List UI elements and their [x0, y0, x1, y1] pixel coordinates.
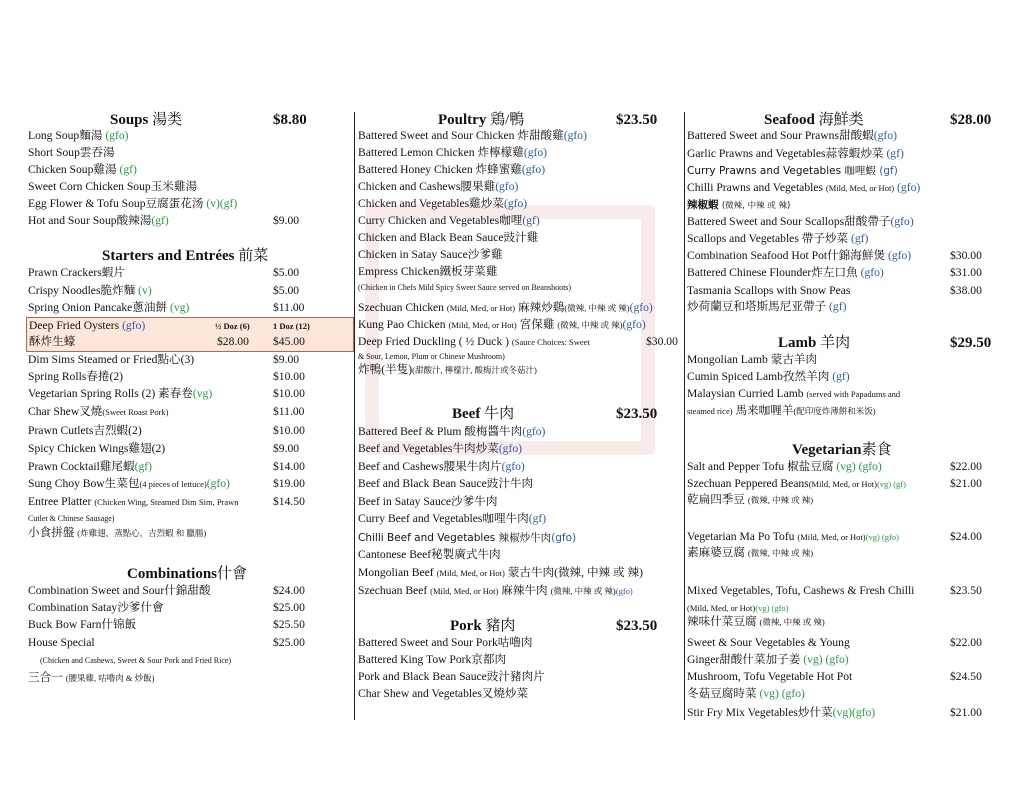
menu-item: Ginger甜酸什菜加子姜 (vg) (gfo): [687, 653, 849, 666]
item-price: $30.00: [950, 249, 982, 262]
menu-item: Vegetarian Spring Rolls (2) 素春卷(vg): [28, 387, 213, 400]
item-price: $22.00: [950, 636, 982, 649]
menu-item: Empress Chicken鐵板芽菜雞: [358, 265, 498, 278]
section-heading-vegetarian: Vegetarian素食: [792, 442, 892, 458]
item-price: $24.50: [950, 670, 982, 683]
item-price: $22.00: [950, 460, 982, 473]
menu-item-zh: 三合一 (腰果雞, 咕嚕肉 & 炒飯): [28, 671, 155, 684]
menu-item: Beef in Satay Sauce沙爹牛肉: [358, 495, 498, 508]
menu-item: Buck Bow Farn什锦飯: [28, 618, 137, 631]
menu-item: Malaysian Curried Lamb (served with Papadums and: [687, 387, 901, 400]
menu-item: Hot and Sour Soup酸辣湯(gf): [28, 214, 169, 227]
section-heading-lamb: Lamb 羊肉: [778, 335, 851, 351]
menu-item-zh: 酥炸生蠔: [29, 335, 76, 348]
menu-item: Crispy Noodles脆炸麵 (v): [28, 284, 152, 297]
column-divider-left: [354, 112, 355, 720]
item-price: $10.00: [273, 424, 305, 437]
item-price: $10.00: [273, 370, 305, 383]
menu-item: Chicken and Vegetables雞炒菜(gfo): [358, 197, 528, 210]
menu-item: Vegetarian Ma Po Tofu (Mild, Med, or Hot)(vg) (gfo): [687, 530, 899, 543]
menu-item: Deep Fried Oysters (gfo): [29, 319, 146, 332]
item-price: $38.00: [950, 284, 982, 297]
item-price: $10.00: [273, 387, 305, 400]
menu-item: Chicken in Satay Sauce沙爹雞: [358, 248, 503, 261]
menu-item-note: & Sour, Lemon, Plum or Chinese Mushroom): [358, 352, 505, 361]
item-price: $28.00: [217, 335, 249, 348]
menu-item: Char Shew and Vegetables叉燒炒菜: [358, 687, 529, 700]
menu-item: Entree Platter (Chicken Wing, Steamed Dim Sim, Prawn: [28, 495, 239, 508]
menu-item: Curry Chicken and Vegetables咖哩(gf): [358, 214, 540, 227]
menu-item: Beef and Cashews腰果牛肉片(gfo): [358, 460, 525, 473]
item-price: $5.00: [273, 284, 300, 297]
section-heading-starters: Starters and Entrées 前菜: [102, 248, 269, 264]
menu-item-zh: 炸鴨(半隻)(甜酸汁, 檸檬汁, 酸梅汁或冬菇汁): [358, 363, 537, 376]
menu-item: Cantonese Beef秘製廣式牛肉: [358, 548, 501, 561]
menu-item: Szechuan Peppered Beans(Mild, Med, or Hot)(vg) (gf): [687, 477, 906, 490]
section-heading-pork: Pork 豬肉: [450, 618, 516, 634]
item-price: $21.00: [950, 477, 982, 490]
menu-item-zh: 小食拼盤 (炸雞翅，蒸點心，吉烈蝦 和 臘腸): [28, 526, 207, 539]
menu-item: Battered Beef & Plum 酸梅醬牛肉(gfo): [358, 425, 546, 438]
section-heading-soups: Soups 湯类: [110, 112, 183, 128]
item-price: $9.00: [273, 214, 300, 227]
item-price: $9.00: [273, 353, 300, 366]
section-price-soups: $8.80: [273, 112, 307, 128]
menu-item-zh: 辣椒蝦 (微辣, 中辣 或 辣): [687, 199, 791, 211]
menu-item: Prawn Cutlets吉烈蝦(2): [28, 424, 142, 437]
menu-item: Battered Sweet and Sour Prawns甜酸蝦(gfo): [687, 129, 897, 142]
menu-item: Sung Choy Bow生菜包(4 pieces of lettuce)(gfo): [28, 477, 230, 490]
item-price: $45.00: [273, 335, 305, 348]
menu-item: Szechuan Chicken (Mild, Med, or Hot) 麻辣炒鷄(微辣, 中辣 或 辣)(gfo): [358, 301, 653, 314]
section-heading-seafood: Seafood 海鮮类: [764, 112, 864, 128]
menu-item: Curry Beef and Vegetables咖哩牛肉(gf): [358, 512, 547, 525]
menu-item: Mongolian Beef (Mild, Med, or Hot) 蒙古牛肉(微辣, 中辣 或 辣): [358, 566, 643, 579]
menu-item: Spring Rolls春捲(2): [28, 370, 124, 383]
menu-item-zh: 素麻婆豆腐 (微辣, 中辣 或 辣): [687, 546, 814, 559]
menu-item-zh: 炒荷蘭豆和塔斯馬尼亚帶子 (gf): [687, 300, 847, 313]
oysters-half-dozen-label: ½ Doz (6): [215, 321, 250, 331]
menu-item: Combination Seafood Hot Pot什錦海鮮煲 (gfo): [687, 249, 912, 262]
item-price: $25.00: [273, 601, 305, 614]
menu-item: House Special: [28, 636, 95, 649]
item-price: $11.00: [273, 405, 305, 418]
menu-item: Prawn Crackers蝦片: [28, 266, 125, 279]
menu-item: Spicy Chicken Wings雞翅(2): [28, 442, 166, 455]
menu-item: Mushroom, Tofu Vegetable Hot Pot: [687, 670, 853, 683]
menu-item: Egg Flower & Tofu Soup豆腐蛋花汤 (v)(gf): [28, 197, 238, 210]
menu-item: Salt and Pepper Tofu 椒盐豆腐 (vg) (gfo): [687, 460, 882, 473]
menu-item: Short Soup雲吞湯: [28, 146, 115, 159]
menu-item-zh: 辣味什菜豆腐 (微辣, 中辣 或 辣): [687, 615, 825, 628]
item-price: $14.00: [273, 460, 305, 473]
menu-item: Combination Sweet and Sour什錦甜酸: [28, 584, 211, 597]
menu-item-note: (Chicken and Cashews, Sweet & Sour Pork and Fried Rice): [40, 656, 232, 665]
menu-item: Cumin Spiced Lamb孜然羊肉 (gf): [687, 370, 850, 383]
menu-item: Chicken Soup雞湯 (gf): [28, 163, 137, 176]
menu-item: Battered Sweet and Sour Chicken 炸甜酸雞(gfo): [358, 129, 587, 142]
menu-item: Chicken and Cashews腰果雞(gfo): [358, 180, 519, 193]
section-price-seafood: $28.00: [950, 112, 992, 128]
menu-item: Dim Sims Steamed or Fried點心(3): [28, 353, 195, 366]
menu-item-zh: 冬菇豆腐時菜 (vg) (gfo): [687, 687, 805, 700]
menu-item: Battered King Tow Pork京都肉: [358, 653, 507, 666]
section-price-pork: $23.50: [616, 618, 658, 634]
menu-item: Char Shew叉燒(Sweet Roast Pork): [28, 405, 169, 418]
item-price: $19.00: [273, 477, 305, 490]
item-price: $25.00: [273, 636, 305, 649]
menu-item: Curry Prawns and Vegetables 咖哩蝦 (gf): [687, 165, 898, 177]
section-heading-beef: Beef 牛肉: [452, 406, 515, 422]
menu-item: Combination Satay沙爹什會: [28, 601, 164, 614]
menu-item: Spring Onion Pancake蔥油餅 (vg): [28, 301, 190, 314]
item-price: $25.50: [273, 618, 305, 631]
column-divider-right: [684, 112, 685, 720]
item-price: $31.00: [950, 266, 982, 279]
item-price: $30.00: [646, 335, 678, 348]
menu-item: Beef and Vegetables牛肉炒菜(gfo): [358, 442, 522, 455]
menu-item: Kung Pao Chicken (Mild, Med, or Hot) 宮保雞 (微辣, 中辣 或 辣)(gfo): [358, 318, 646, 331]
section-heading-poultry: Poultry 鶏/鴨: [438, 112, 525, 128]
menu-item: Battered Honey Chicken 炸蜂蜜雞(gfo): [358, 163, 546, 176]
menu-item: Battered Lemon Chicken 炸檸檬雞(gfo): [358, 146, 548, 159]
menu-item: Sweet & Sour Vegetables & Young: [687, 636, 850, 649]
menu-item: Battered Sweet and Sour Pork咕嚕肉: [358, 636, 533, 649]
menu-item: Deep Fried Duckling ( ½ Duck ) (Sauce Choices: Sweet: [358, 335, 590, 348]
menu-item: Tasmania Scallops with Snow Peas: [687, 284, 851, 297]
menu-item: Battered Sweet and Sour Scallops甜酸帶子(gfo): [687, 215, 914, 228]
item-price: $14.50: [273, 495, 305, 508]
menu-item-note: (Chicken in Chefs Mild Spicy Sweet Sauce served on Beanshoots): [358, 283, 572, 292]
menu-item: Prawn Cocktail雞尾蝦(gf): [28, 460, 152, 473]
menu-item: Long Soup麵湯 (gfo): [28, 129, 129, 142]
section-price-beef: $23.50: [616, 406, 658, 422]
menu-item: Battered Chinese Flounder炸左口魚 (gfo): [687, 266, 884, 279]
menu-item: Mongolian Lamb 蒙古羊肉: [687, 353, 818, 366]
item-price: $24.00: [273, 584, 305, 597]
menu-item: Sweet Corn Chicken Soup玉米雞湯: [28, 180, 198, 193]
menu-item: Szechuan Beef (Mild, Med, or Hot) 麻辣牛肉 (微辣, 中辣 或 辣)(gfo): [358, 584, 633, 597]
menu-item: Beef and Black Bean Sauce豉汁牛肉: [358, 477, 534, 490]
menu-item: Mixed Vegetables, Tofu, Cashews & Fresh Chilli: [687, 584, 915, 597]
menu-item-zh: steamed rice) 馬来咖喱羊(配印度炸薄餅和米饭): [687, 404, 876, 417]
menu-item: Scallops and Vegetables 帶子炒菜 (gf): [687, 232, 869, 245]
item-price: $23.50: [950, 584, 982, 597]
menu-item: Garlic Prawns and Vegetables蒜蓉蝦炒菜 (gf): [687, 147, 904, 160]
section-price-poultry: $23.50: [616, 112, 658, 128]
menu-item: Chicken and Black Bean Sauce豉汁雞: [358, 231, 539, 244]
section-price-lamb: $29.50: [950, 335, 992, 351]
menu-item: Chilli Beef and Vegetables 辣椒炒牛肉(gfo): [358, 532, 577, 544]
item-price: $21.00: [950, 706, 982, 719]
item-price: $5.00: [273, 266, 300, 279]
item-price: $24.00: [950, 530, 982, 543]
oysters-dozen-label: 1 Doz (12): [273, 321, 310, 331]
menu-item: Stir Fry Mix Vegetables炒什菜(vg)(gfo): [687, 706, 876, 719]
section-heading-combinations: Combinations什會: [127, 566, 248, 582]
item-price: $9.00: [273, 442, 300, 455]
menu-item-note: (Mild, Med, or Hot)(vg) (gfo): [687, 603, 789, 613]
menu-item-note: Cutlet & Chinese Sausage): [28, 514, 115, 523]
menu-item: Pork and Black Bean Sauce豉汁豬肉片: [358, 670, 545, 683]
menu-item-zh: 乾扁四季豆 (微辣, 中辣 或 辣): [687, 493, 814, 506]
item-price: $11.00: [273, 301, 305, 314]
menu-item: Chilli Prawns and Vegetables (Mild, Med, or Hot) (gfo): [687, 181, 921, 194]
